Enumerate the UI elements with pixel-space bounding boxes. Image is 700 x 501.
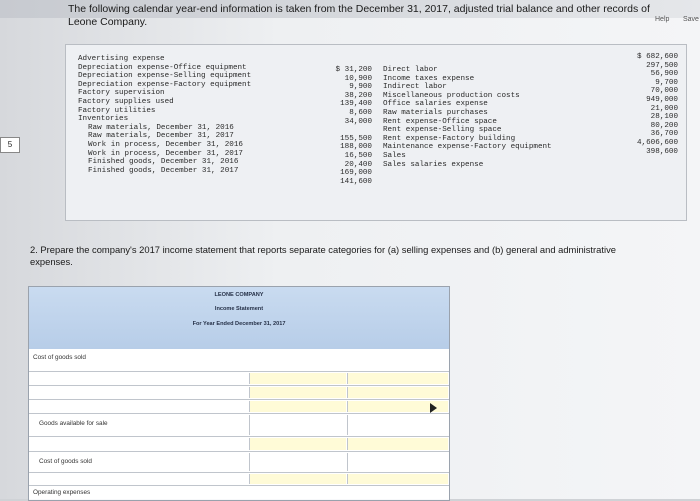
amount: 80,200 — [650, 121, 678, 130]
statement-row — [29, 486, 449, 499]
income-statement-form — [28, 286, 450, 501]
amount: 56,900 — [650, 70, 678, 79]
amount: $ 31,200 — [335, 66, 372, 74]
row-label: Operating expenses — [33, 489, 91, 496]
account-label: Work in process, December 31, 2016 — [88, 140, 243, 149]
account-label: Depreciation expense-Selling equipment — [78, 72, 252, 81]
amount: 21,000 — [650, 104, 678, 113]
amount: 155,500 — [340, 134, 372, 143]
total-input[interactable] — [347, 387, 448, 398]
amount-input[interactable] — [249, 453, 346, 471]
total-input[interactable] — [347, 474, 448, 484]
right-account-list — [383, 66, 623, 169]
amount — [318, 126, 372, 135]
account-label: Income taxes expense — [383, 74, 475, 83]
amount: 9,900 — [349, 83, 372, 92]
account-label: Rent expense-Office space — [383, 117, 497, 126]
amount-input[interactable] — [249, 373, 346, 384]
amount-input[interactable] — [249, 438, 346, 450]
trial-balance-panel — [65, 44, 687, 221]
statement-header — [29, 287, 449, 350]
amount-input[interactable] — [249, 401, 346, 412]
account-label: Factory supplies used — [78, 97, 174, 106]
account-label: Advertising expense — [78, 55, 165, 63]
amount: 297,500 — [646, 61, 678, 70]
statement-row — [29, 473, 449, 486]
amount: $ 682,600 — [636, 53, 678, 61]
account-label: Finished goods, December 31, 2016 — [88, 158, 239, 167]
save-button[interactable]: Save — [683, 16, 699, 23]
account-label: Inventories — [78, 115, 129, 124]
total-input[interactable] — [347, 415, 448, 435]
account-label: Office salaries expense — [383, 100, 488, 109]
amount: 398,600 — [646, 147, 678, 156]
account-label: Sales salaries expense — [383, 160, 484, 169]
amount-input[interactable] — [249, 415, 346, 435]
amount: 949,000 — [646, 95, 678, 104]
statement-row — [29, 400, 449, 414]
right-amount-list — [632, 53, 678, 156]
row-label: Cost of goods sold — [33, 354, 86, 361]
statement-row — [29, 414, 449, 437]
account-label: Finished goods, December 31, 2017 — [88, 166, 239, 175]
account-label: Rent expense-Selling space — [383, 126, 502, 135]
account-label: Raw materials, December 31, 2016 — [88, 123, 234, 132]
account-label: Raw materials, December 31, 2017 — [88, 132, 234, 141]
total-input[interactable] — [347, 373, 448, 384]
amount: 8,600 — [349, 108, 372, 117]
problem-intro: The following calendar year-end information is taken from the December 31, 2017, adjusted trial balance and other records of Leone Company. — [68, 3, 650, 28]
question-text: 2. Prepare the company's 2017 income statement that reports separate categories for (a) selling expenses and (b) general and administrative expenses. — [30, 244, 616, 267]
statement-row — [29, 372, 449, 386]
left-account-list — [78, 55, 308, 175]
amount-input[interactable] — [249, 474, 346, 484]
account-label: Factory supervision — [78, 89, 165, 98]
account-label: Miscellaneous production costs — [383, 91, 520, 100]
account-label: Raw materials purchases — [383, 108, 488, 117]
account-label: Rent expense-Factory building — [383, 134, 516, 143]
account-label: Maintenance expense-Factory equipment — [383, 143, 552, 152]
statement-title: Income Statement — [214, 306, 264, 312]
amount: 16,500 — [344, 151, 372, 160]
row-label: Goods available for sale — [39, 420, 108, 427]
amount: 169,000 — [340, 169, 372, 178]
amount: 36,700 — [650, 130, 678, 139]
statement-row — [29, 349, 449, 372]
amount: 4,606,600 — [636, 138, 678, 147]
statement-row — [29, 437, 449, 452]
amount: 20,400 — [344, 160, 372, 169]
account-label: Indirect labor — [383, 83, 447, 92]
account-label: Work in process, December 31, 2017 — [88, 149, 243, 158]
amount: 34,000 — [344, 117, 372, 126]
amount: 9,700 — [655, 78, 678, 87]
left-amount-list — [318, 66, 372, 186]
account-label: Direct labor — [383, 66, 438, 74]
amount-input[interactable] — [249, 387, 346, 398]
company-name: LEONE COMPANY — [214, 292, 264, 298]
amount: 139,400 — [340, 100, 372, 109]
amount: 188,000 — [340, 143, 372, 152]
amount: 141,600 — [340, 177, 372, 186]
account-label: Depreciation expense-Office equipment — [78, 63, 247, 72]
amount: 38,200 — [344, 91, 372, 100]
total-input[interactable] — [347, 453, 448, 471]
account-label: Sales — [383, 151, 406, 160]
statement-row — [29, 386, 449, 400]
amount: 10,900 — [344, 74, 372, 83]
amount: 70,000 — [650, 87, 678, 96]
question-tab[interactable]: 5 — [0, 137, 20, 153]
row-label: Cost of goods sold — [39, 458, 92, 465]
amount: 28,100 — [650, 113, 678, 122]
account-label: Depreciation expense-Factory equipment — [78, 80, 252, 89]
mouse-pointer-icon — [430, 403, 437, 413]
statement-period: For Year Ended December 31, 2017 — [192, 321, 286, 327]
help-button[interactable]: Help — [655, 16, 670, 23]
statement-row — [29, 452, 449, 473]
account-label: Factory utilities — [78, 106, 156, 115]
total-input[interactable] — [347, 438, 448, 450]
